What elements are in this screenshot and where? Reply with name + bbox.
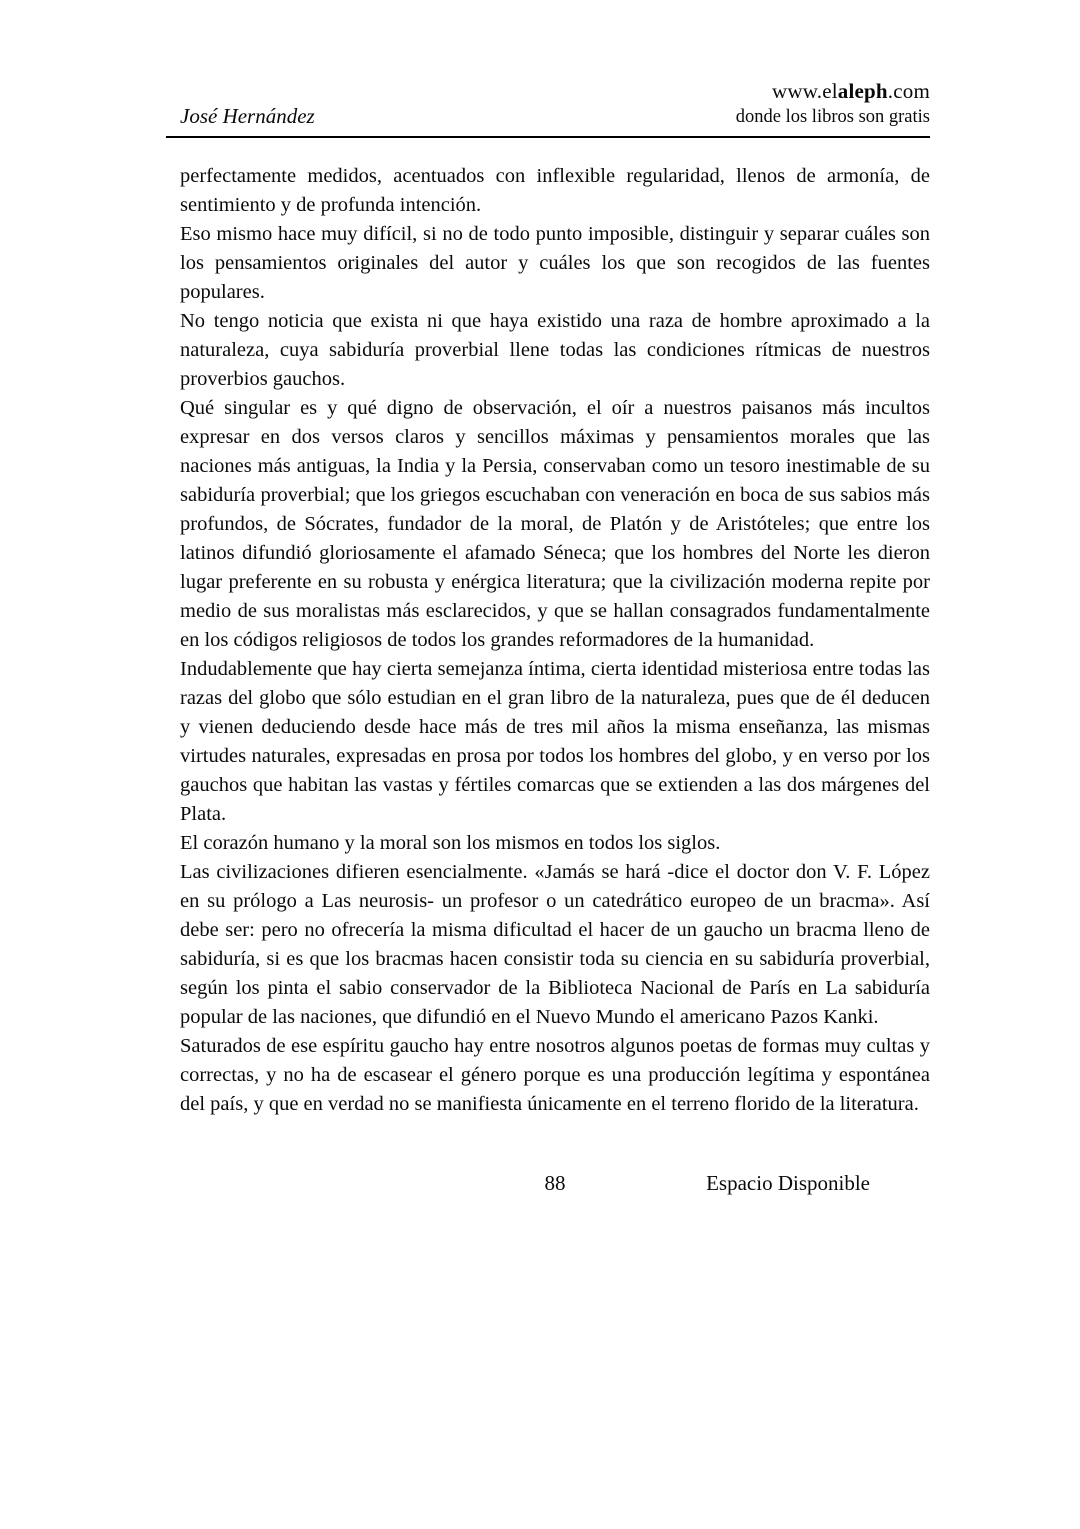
footer-label: Espacio Disponible	[706, 1171, 870, 1196]
paragraph: Indudablemente que hay cierta semejanza íntima, cierta identidad misteriosa entre todas las razas del globo que sólo estudian en el gran libro de la naturaleza, pues que de él deducen y vienen deduciendo desde hace más de tres mil años la misma enseñanza, las mismas virtudes naturales, expresadas en prosa por todos los hombres del globo, y en verso por los gauchos que habitan las vastas y fértiles comarcas que se extienden a las dos márgenes del Plata.	[180, 658, 930, 826]
paragraph: Qué singular es y qué digno de observación, el oír a nuestros paisanos más incultos expresar en dos versos claros y sencillos máximas y pensamientos morales que las naciones más antiguas, la India y la Persia, conservaban como un tesoro inestimable de su sabiduría proverbial; que los griegos escuchaban con veneración en boca de sus sabios más profundos, de Sócrates, fundador de la moral, de Platón y de Aristóteles; que entre los latinos difundió gloriosamente el afamado Séneca; que los hombres del Norte les dieron lugar preferente en su robusta y enérgica literatura; que la civilización moderna repite por medio de sus moralistas más esclarecidos, y que se hallan consagrados fundamentalmente en los códigos religiosos de todos los grandes reformadores de la humanidad.	[180, 397, 930, 652]
paragraph: Eso mismo hace muy difícil, si no de todo punto imposible, distinguir y separar cuáles son los pensamientos originales del autor y cuáles los que son recogidos de las fuentes populares.	[180, 223, 930, 304]
author-name: José Hernández	[180, 104, 315, 129]
body-text	[180, 162, 930, 1119]
paragraph: Saturados de ese espíritu gaucho hay entre nosotros algunos poetas de formas muy cultas y correctas, y no ha de escasear el género porque es una producción legítima y espontánea del país, y que en verdad no se manifiesta únicamente en el terreno florido de la literatura.	[180, 1035, 930, 1116]
header-right	[736, 78, 930, 129]
site-url	[736, 78, 930, 105]
site-url-prefix: www.el	[772, 79, 838, 103]
page-footer	[180, 1171, 930, 1203]
paragraph: Las civilizaciones difieren esencialmente. «Jamás se hará -dice el doctor don V. F. López en su prólogo a Las neurosis- un profesor o un catedrático europeo de un bracma». Así debe ser: pero no ofrecería la misma dificultad el hacer de un gaucho un bracma lleno de sabiduría, si es que los bracmas hacen consistir toda su ciencia en su sabiduría proverbial, según los pinta el sabio conservador de la Biblioteca Nacional de París en La sabiduría popular de las naciones, que difundió en el Nuevo Mundo el americano Pazos Kanki.	[180, 861, 930, 1029]
site-url-bold: aleph	[837, 79, 888, 103]
site-url-suffix: .com	[887, 79, 930, 103]
site-tagline: donde los libros son gratis	[735, 107, 930, 128]
paragraph: El corazón humano y la moral son los mismos en todos los siglos.	[180, 832, 721, 855]
header-rule	[166, 136, 930, 138]
page-number: 88	[544, 1171, 566, 1196]
paragraph: perfectamente medidos, acentuados con inflexible regularidad, llenos de armonía, de sentimiento y de profunda intención.	[180, 165, 930, 217]
paragraph: No tengo noticia que exista ni que haya existido una raza de hombre aproximado a la naturaleza, cuya sabiduría proverbial llene todas las condiciones rítmicas de nuestros proverbios gauchos.	[180, 310, 930, 391]
page-header	[180, 78, 930, 136]
